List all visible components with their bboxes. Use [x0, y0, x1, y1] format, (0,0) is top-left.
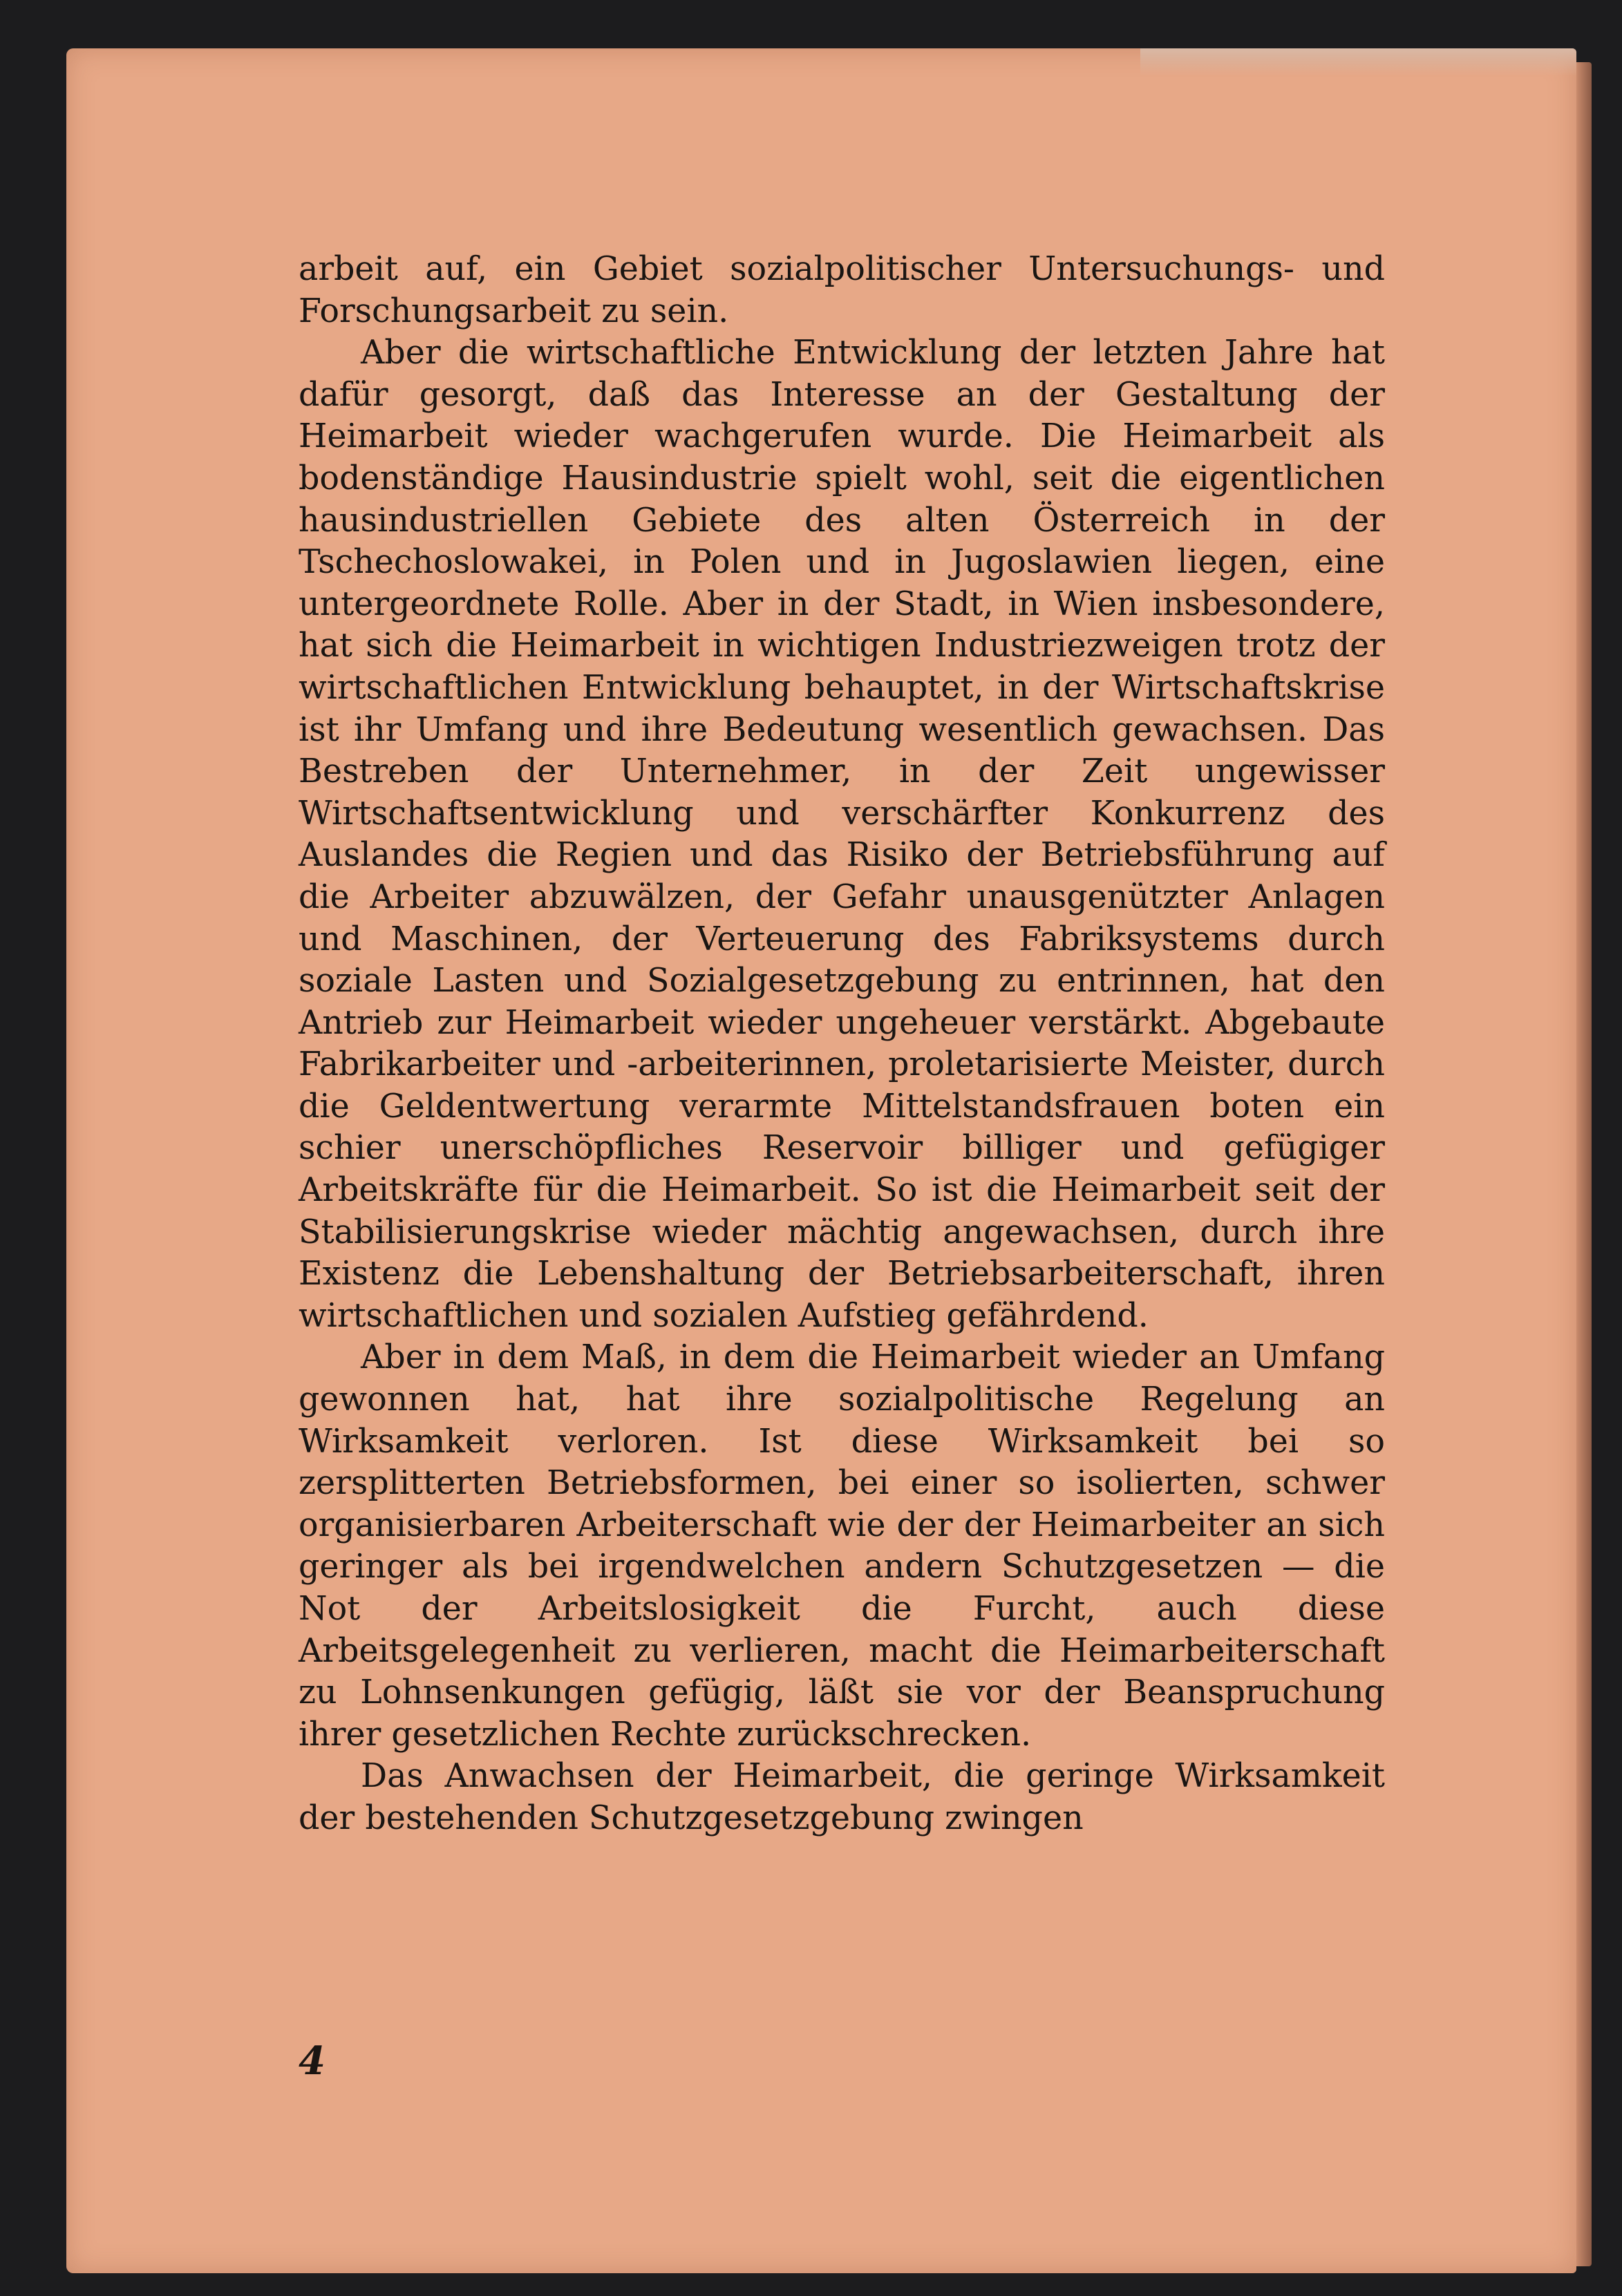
body-text: [299, 249, 1385, 1840]
paragraph-4: Das Anwachsen der Heimarbeit, die geringe Wirksamkeit der bestehenden Schutzgesetzgebung zwingen: [299, 1757, 1385, 1837]
page-edge-wear: [1140, 48, 1576, 76]
paragraph-3: Aber in dem Maß, in dem die Heimarbeit wieder an Umfang gewonnen hat, hat ihre sozialpolitische Regelung an Wirksamkeit verloren. Ist diese Wirksamkeit bei so zersplitterten Betriebsformen, bei einer so isolierten, schwer organisierbaren Arbeiterschaft wie der der Heimarbeiter an sich geringer als bei irgendwelchen andern Schutzgesetzen — die Not der Arbeitslosigkeit die Furcht, auch diese Arbeitsgelegenheit zu verlieren, macht die Heimarbeiterschaft zu Lohnsenkungen gefügig, läßt sie vor der Beanspruchung ihrer gesetzlichen Rechte zurückschrecken.: [299, 1338, 1385, 1754]
book-spine: [1576, 62, 1592, 2266]
paragraph-2: Aber die wirtschaftliche Entwicklung der letzten Jahre hat dafür gesorgt, daß das Interesse an der Gestaltung der Heimarbeit wieder wachgerufen wurde. Die Heimarbeit als bodenständige Hausindustrie spielt wohl, seit die eigentlichen hausindustriellen Gebiete des alten Österreich in der Tschechoslowakei, in Polen und in Jugoslawien liegen, eine untergeordnete Rolle. Aber in der Stadt, in Wien insbesondere, hat sich die Heimarbeit in wichtigen Industriezweigen trotz der wirtschaftlichen Entwicklung behauptet, in der Wirtschaftskrise ist ihr Umfang und ihre Bedeutung wesentlich gewachsen. Das Bestreben der Unternehmer, in der Zeit ungewisser Wirtschaftsentwicklung und verschärfter Konkurrenz des Auslandes die Regien und das Risiko der Betriebsführung auf die Arbeiter abzuwälzen, der Gefahr unausgenützter Anlagen und Maschinen, der Verteuerung des Fabriksystems durch soziale Lasten und Sozialgesetzgebung zu entrinnen, hat den Antrieb zur Heimarbeit wieder ungeheuer verstärkt. Abgebaute Fabrikarbeiter und -arbeiterinnen, proletarisierte Meister, durch die Geldentwertung verarmte Mittelstandsfrauen boten ein schier unerschöpfliches Reservoir billiger und gefügiger Arbeitskräfte für die Heimarbeit. So ist die Heimarbeit seit der Stabilisierungskrise wieder mächtig angewachsen, durch ihre Existenz die Lebenshaltung der Betriebsarbeiterschaft, ihren wirtschaftlichen und sozialen Aufstieg gefährdend.: [299, 334, 1385, 1335]
paragraph-1: arbeit auf, ein Gebiet sozialpolitischer Untersuchungs- und Forschungsarbeit zu sein.: [299, 250, 1385, 330]
page-number: 4: [299, 2038, 326, 2084]
